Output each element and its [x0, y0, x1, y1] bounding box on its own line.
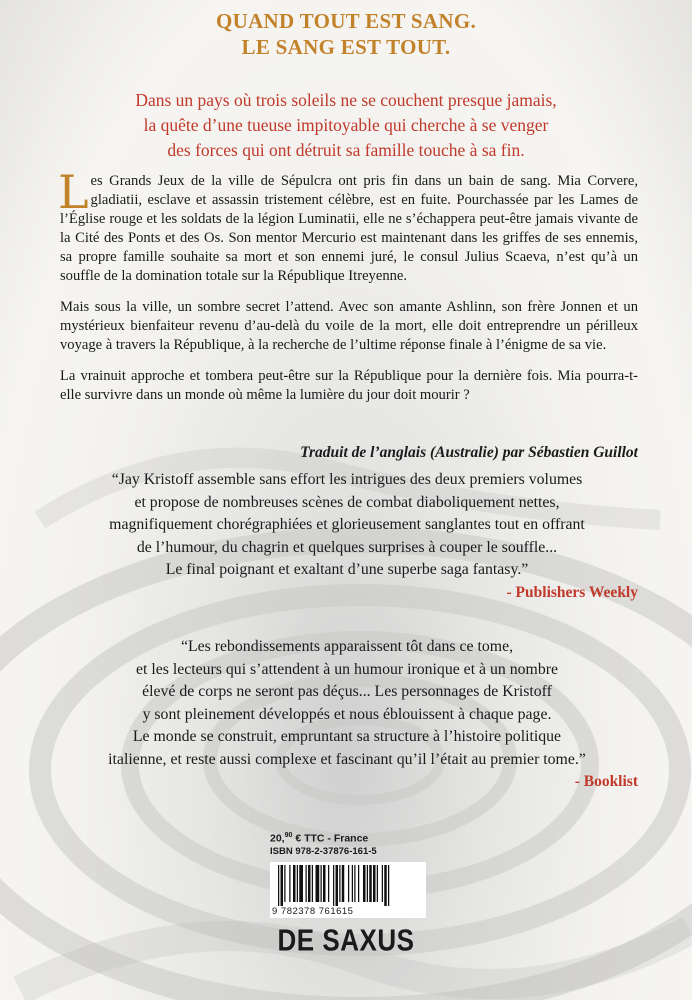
barcode-bar	[323, 865, 326, 902]
barcode-bar	[354, 865, 355, 902]
barcode-bar	[348, 865, 349, 902]
quote-source: - Booklist	[574, 773, 638, 790]
barcode-bar	[299, 865, 303, 902]
quote-line: élevé de corps ne seront pas déçus... Les personnages de Kristoff	[142, 683, 552, 700]
barcode	[270, 862, 426, 906]
publisher-logo: DE SAXUS	[277, 922, 415, 958]
quote-line: Le final poignant et exaltant d’une superbe saga fantasy.”	[165, 561, 529, 578]
quote-line: italienne, et reste aussi complexe et fascinant qu’il l’était au premier tome.”	[108, 750, 586, 768]
barcode-bar	[377, 865, 378, 902]
barcode-bar	[289, 865, 290, 902]
translator-credit: Traduit de l’anglais (Australie) par Sébastien Guillot	[300, 444, 638, 461]
tagline-line-3: des forces qui ont détruit sa famille touche à sa fin.	[167, 140, 525, 160]
synopsis-paragraph-2: Mais sous la ville, un sombre secret l’attend. Avec son amante Ashlinn, son frère Jonnen et un mystérieux bienfaiteur revenu d’au-delà du voile de la mort, elle doit entreprendre un périlleux voyage à travers la République, à la recherche de l’ultime réponse finale à l’énigme de sa vie.	[60, 299, 638, 353]
tagline-line-1: Dans un pays où trois soleils ne se couchent presque jamais,	[135, 90, 557, 110]
barcode-bar	[384, 865, 387, 906]
quote-line: et propose de nombreuses scènes de combat diaboliquement nettes,	[134, 493, 560, 511]
synopsis-paragraph-1	[58, 165, 638, 286]
quote-line: “Les rebondissements apparaissent tôt dans ce tome,	[180, 638, 514, 655]
barcode-bar	[333, 865, 334, 906]
tagline-line-2: la quête d’une tueuse impitoyable qui cherche à se venger	[143, 115, 549, 135]
tagline	[60, 88, 632, 163]
drop-cap: L	[58, 165, 89, 219]
barcode-bar	[342, 865, 345, 902]
quote-line: Le monde se construit, empruntant sa structure à l’histoire politique	[132, 728, 562, 745]
barcode-bar	[297, 865, 298, 902]
barcode-bar	[369, 865, 372, 902]
barcode-bar	[367, 865, 368, 902]
quote-line: y sont pleinement développés et nous éblouissent à chaque page.	[142, 705, 552, 723]
barcode-bars	[278, 865, 422, 906]
isbn-label: ISBN 978-2-37876-161-5	[270, 845, 377, 857]
barcode-bar	[373, 865, 376, 902]
synopsis-paragraph-3: La vrainuit approche et tombera peut-être sur la République pour la dernière fois. Mia pourra-t-elle survivre dans un monde où même la lumière du jour doit mourir ?	[60, 368, 638, 403]
barcode-bar	[316, 865, 320, 902]
headline	[0, 8, 692, 60]
headline-line-2: LE SANG EST TOUT.	[241, 35, 451, 59]
barcode-digits: 9 782378 761615	[270, 906, 426, 918]
headline-line-1: QUAND TOUT EST SANG.	[215, 9, 477, 33]
barcode-bar	[281, 865, 284, 906]
review-quote-publishers-weekly	[56, 469, 638, 604]
price-and-barcode	[270, 829, 436, 933]
barcode-bar	[312, 865, 313, 902]
quote-line: magnifiquement chorégraphiées et glorieusement sanglantes tout en offrant	[109, 516, 585, 533]
barcode-bar	[308, 865, 311, 902]
barcode-bar	[388, 865, 389, 906]
barcode-bar	[321, 865, 322, 902]
quote-line: et les lecteurs qui s’attendent à un humour ironique et à un nombre	[135, 660, 558, 678]
synopsis	[58, 165, 638, 417]
barcode-bar	[328, 865, 329, 902]
barcode-bar	[278, 865, 279, 906]
barcode-bar	[352, 865, 353, 902]
quote-line: “Jay Kristoff assemble sans effort les intrigues des deux premiers volumes	[111, 471, 583, 488]
quote-line: de l’humour, du chagrin et quelques surprises à couper le souffle...	[136, 538, 558, 556]
barcode-bar	[382, 865, 383, 902]
barcode-bar	[306, 865, 307, 902]
review-quote-booklist	[56, 636, 638, 794]
barcode-bar	[339, 865, 340, 902]
barcode-bar	[284, 865, 285, 902]
barcode-bar	[336, 865, 339, 906]
synopsis-paragraph-1-text: es Grands Jeux de la ville de Sépulcra ont pris fin dans un bain de sang. Mia Corvere, gladiatii, esclave et assassin tristement célèbre, est en fuite. Pourchassée par les Lames de l’Église rouge et les soldats de la légion Luminatii, elle ne s’échappera peut-être jamais vivante de la Cité des Ponts et des Os. Son mentor Mercurio est maintenant dans les griffes de ses ennemis, sa propre famille souhaite sa mort et son ennemi juré, le consul Julius Scaeva, n’est qu’à un souffle de la domination totale sur la République Itreyenne.	[60, 173, 638, 284]
price-label: 20,90 € TTC - France	[270, 832, 369, 845]
barcode-bar	[363, 865, 366, 902]
quote-source: - Publishers Weekly	[506, 583, 638, 601]
barcode-bar	[293, 865, 296, 902]
barcode-bar	[358, 865, 359, 902]
